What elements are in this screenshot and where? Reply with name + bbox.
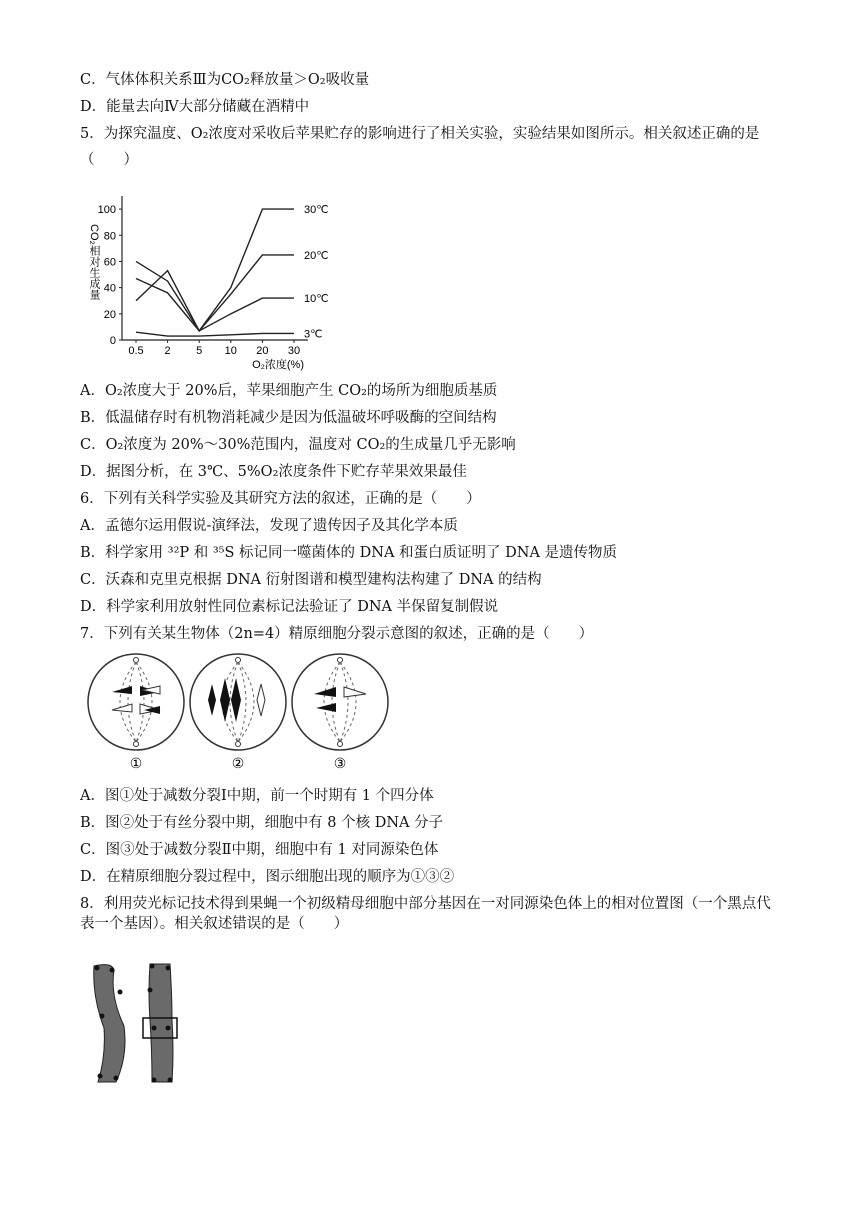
series-line [136,255,294,331]
q5-option-d: D．据图分析，在 3℃、5%O₂浓度条件下贮存苹果效果最佳 [80,464,467,480]
q5-stem: 5．为探究温度、O₂浓度对采收后苹果贮存的影响进行了相关实验，实验结果如图所示。相关叙述正确的是 [80,126,760,142]
x-axis-label: O₂浓度(%) [252,359,304,371]
q5-paren: （ ） [80,152,138,168]
x-tick-label: 20 [256,345,269,357]
gene-dot [95,966,100,971]
q7-option-b: B．图②处于有丝分裂中期，细胞中有 8 个核 DNA 分子 [80,815,444,831]
cell-3 [292,654,388,750]
gene-dot [152,1026,157,1031]
series-line [136,332,294,336]
cell-label-1: ① [129,755,143,771]
q5-option-a: A．O₂浓度大于 20%后，苹果细胞产生 CO₂的场所为细胞质基质 [80,383,498,399]
q8-stem: 8．利用荧光标记技术得到果蝇一个初级精母细胞中部分基因在一对同源染色体上的相对位置图（一个黑点代表一个基因）。相关叙述错误的是（ ） [80,896,771,932]
gene-dot [166,1026,171,1031]
cell-division-figure [84,652,394,776]
x-tick-label: 30 [287,345,301,357]
series-label: 10℃ [304,293,329,306]
series-line [136,278,294,330]
y-tick-label: 100 [97,204,116,217]
chromosome-figure [82,956,192,1088]
y-tick-label: 20 [103,308,116,321]
cell-label-3: ③ [333,755,347,771]
co2-chart [80,188,380,373]
q4-option-d: D．能量去向Ⅳ大部分储藏在酒精中 [80,99,310,115]
cell-2 [190,654,286,750]
q7-option-a: A．图①处于减数分裂Ⅰ中期，前一个时期有 1 个四分体 [80,788,434,804]
gene-dot [168,1078,173,1083]
x-tick-label: 2 [164,345,171,357]
x-tick-label: 0.5 [128,345,144,357]
gene-dot [114,1076,119,1081]
series-label: 30℃ [304,204,329,217]
q6-option-b: B．科学家用 ³²P 和 ³⁵S 标记同一噬菌体的 DNA 和蛋白质证明了 DNA 是遗传物质 [80,545,618,561]
q6-option-d: D．科学家利用放射性同位素标记法验证了 DNA 半保留复制假说 [80,599,499,615]
series-label: 20℃ [304,249,329,262]
q7-stem: 7．下列有关某生物体（2n=4）精原细胞分裂示意图的叙述，正确的是（ ） [80,626,594,642]
y-tick-label: 0 [109,335,116,347]
chromosome-right [149,964,173,1082]
gene-dot [98,1074,103,1079]
y-tick-label: 60 [103,256,116,269]
cell-label-2: ② [231,755,245,771]
y-tick-label: 80 [103,230,116,243]
x-tick-label: 10 [224,345,237,357]
series-label: 3℃ [304,328,323,341]
q5-option-c: C．O₂浓度为 20%～30%范围内，温度对 CO₂的生成量几乎无影响 [80,437,516,453]
q7-option-d: D．在精原细胞分裂过程中，图示细胞出现的顺序为①③② [80,869,455,885]
gene-dot [148,988,153,993]
y-tick-label: 40 [103,282,116,295]
q6-stem: 6．下列有关科学实验及其研究方法的叙述，正确的是（ ） [80,491,481,507]
gene-dot [150,964,155,969]
gene-dot [118,990,123,995]
cell-1 [88,654,184,750]
x-tick-label: 5 [196,345,203,357]
q4-option-c: C．气体体积关系Ⅲ为CO₂释放量＞O₂吸收量 [80,72,370,88]
gene-dot [100,1014,105,1019]
chromosome-left [94,965,125,1082]
gene-dot [152,1078,157,1083]
q5-option-b: B．低温储存时有机物消耗减少是因为低温破坏呼吸酶的空间结构 [80,410,497,426]
q6-option-a: A．孟德尔运用假说-演绎法，发现了遗传因子及其化学本质 [80,518,458,534]
y-axis-label: CO₂相对生成量 [88,224,100,300]
gene-dot [166,966,171,971]
q6-option-c: C．沃森和克里克根据 DNA 衍射图谱和模型建构法构建了 DNA 的结构 [80,572,542,588]
gene-dot [110,968,115,973]
q7-option-c: C．图③处于减数分裂Ⅱ中期，细胞中有 1 对同源染色体 [80,842,439,858]
